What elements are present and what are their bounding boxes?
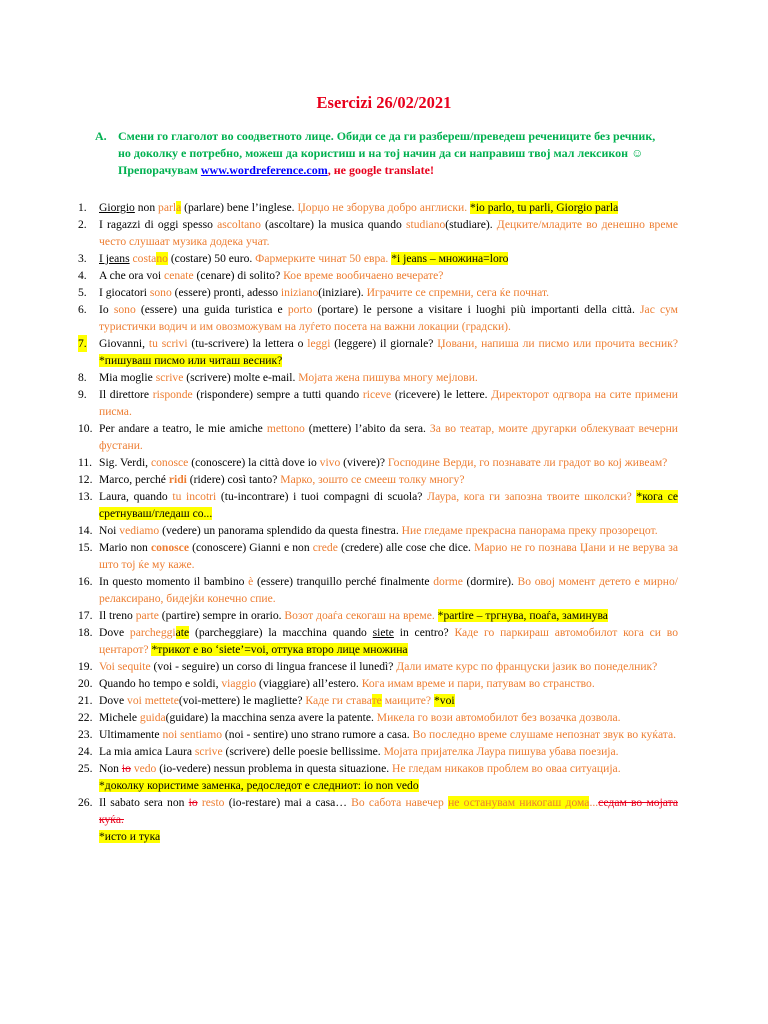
exercise-text-segment: crede — [312, 541, 338, 554]
exercise-text-segment: Марко, зошто се смееш толку многу? — [280, 473, 465, 486]
instruction-body — [118, 128, 665, 179]
exercise-item — [78, 335, 678, 369]
exercise-text-segment: io — [188, 796, 198, 809]
exercise-text-segment: Marco, perché — [99, 473, 169, 486]
exercise-text-segment: Мојата пријателка Лаура пишува убава поезија. — [383, 745, 619, 758]
exercise-number: 23. — [78, 728, 93, 741]
exercise-item — [78, 726, 678, 743]
exercise-text-segment: *partire – тргнува, поаѓа, заминува — [437, 609, 608, 622]
exercise-text-segment: vedo — [133, 762, 157, 775]
exercise-number: 7. — [78, 337, 87, 350]
exercise-text-segment: Noi — [99, 524, 120, 537]
exercise-text-segment: vediamo — [119, 524, 160, 537]
exercise-number: 12. — [78, 473, 93, 486]
exercise-text-segment: porto — [287, 303, 313, 316]
exercise-item — [78, 692, 678, 709]
exercise-text-segment: ascoltano — [217, 218, 261, 231]
instruction-block — [95, 128, 665, 179]
exercise-text-segment: iniziano — [280, 286, 319, 299]
exercise-text-segment: седам во мојата куќа. — [99, 796, 679, 826]
exercise-text-segment: (viaggiare) all’estero. — [256, 677, 362, 690]
exercise-item — [78, 539, 678, 573]
exercise-text-segment: (leggere) il giornale? — [330, 337, 438, 350]
exercise-text-segment: (costare) 50 euro. — [167, 252, 256, 265]
exercise-text-segment: Играчите се спремни, сега ќе почнат. — [366, 286, 550, 299]
exercise-text-segment: Michele — [99, 711, 140, 724]
exercise-text-segment: scrive — [194, 745, 223, 758]
exercise-text-segment: La mia amica Laura — [99, 745, 195, 758]
exercise-text-segment: Директорот одгвора на сите примени писма. — [99, 388, 679, 418]
exercise-text-segment: *доколку користиме заменка, редоследот е следниот: io non vedo — [99, 779, 419, 792]
exercise-text-segment: resto — [201, 796, 225, 809]
exercise-number: 18. — [78, 626, 93, 639]
exercise-text-segment: Децките/младите во денешно време често слушаат музика додека учат. — [99, 218, 678, 248]
exercise-text-segment: не останувам никогаш дома — [448, 796, 590, 809]
exercise-item — [78, 624, 678, 658]
exercise-item — [78, 454, 678, 471]
exercise-text-segment: no — [156, 252, 168, 265]
exercise-text-segment: I jeans — [99, 252, 130, 265]
exercise-text-segment: (vivere)? — [340, 456, 388, 469]
exercise-number: 4. — [78, 269, 87, 282]
instruction-marker: A. — [95, 129, 107, 143]
exercise-text-segment: (voi - seguire) un corso di lingua francese il lunedì? — [150, 660, 397, 673]
exercise-item — [78, 658, 678, 675]
exercise-text-segment: I giocatori — [99, 286, 150, 299]
exercise-text-segment: I ragazzi di oggi spesso — [99, 218, 218, 231]
exercise-item — [78, 522, 678, 539]
exercise-text-segment: viaggio — [221, 677, 257, 690]
exercise-text-segment: (io-vedere) nessun problema in questa situazione. — [156, 762, 393, 775]
exercise-text-segment: a — [176, 201, 182, 214]
exercise-text-segment: studiano — [406, 218, 446, 231]
instruction-suffix: , не google translate! — [327, 163, 434, 177]
exercise-text-segment: sono — [113, 303, 136, 316]
exercise-text-segment: (conoscere) Gianni e non — [188, 541, 313, 554]
exercise-text-segment: (mettere) l’abito da sera. — [304, 422, 430, 435]
exercise-text-segment: Џовани, напиша ли писмо или прочита весник? — [437, 337, 678, 350]
exercise-number: 25. — [78, 762, 93, 775]
exercise-text-segment: (scrivere) delle poesie bellissime. — [222, 745, 384, 758]
exercise-number: 9. — [78, 388, 87, 401]
exercise-text-segment: *i jeans – множина=loro — [391, 252, 509, 265]
exercise-text-segment: (dormire). — [462, 575, 518, 588]
exercise-text-segment: riceve — [362, 388, 392, 401]
exercise-text-segment: Џорџо не зборува добро англиски. — [297, 201, 471, 214]
exercise-text-segment: Кое време вообичаено вечерате? — [283, 269, 444, 282]
exercise-text-segment: guida — [139, 711, 166, 724]
exercise-text-segment: (voi-mettere) le magliette? — [178, 694, 306, 707]
exercise-text-segment: dorme — [433, 575, 463, 588]
exercise-item — [78, 488, 678, 522]
exercise-text-segment: vivo — [319, 456, 341, 469]
exercise-text-segment: Марио не го познава Џани и не верува за што тој ќе му каже. — [99, 541, 678, 571]
exercise-text-segment: ridi — [168, 473, 187, 486]
exercise-text-segment: *io parlo, tu parli, Giorgio parla — [470, 201, 619, 214]
exercise-text-segment: (ridere) così tanto? — [186, 473, 281, 486]
exercise-text-segment: (essere) pronti, adesso — [171, 286, 281, 299]
exercise-item — [78, 369, 678, 386]
exercise-text-segment: Ultimamente — [99, 728, 163, 741]
exercise-text-segment: (essere) una guida turistica e — [135, 303, 288, 316]
exercise-text-segment: costa — [132, 252, 157, 265]
exercise-item — [78, 267, 678, 284]
exercise-item — [78, 199, 678, 216]
exercise-text-segment: (conoscere) la città dove io — [188, 456, 320, 469]
instruction-text: Смени го глаголот во соодветното лице. Обиди се да ги разбереш/преведеш речениците без речник, но доколку е потребно, можеш да користиш и на тој начин да си направиш твој мал лексикон ☺ Препорачувам — [118, 129, 656, 177]
exercise-text-segment: Il treno — [99, 609, 136, 622]
exercise-text-segment: те — [371, 694, 382, 707]
exercise-text-segment: (parlare) bene l’inglese. — [181, 201, 298, 214]
exercise-number: 3. — [78, 252, 87, 265]
exercise-text-segment: (tu-incontrare) i tuoi compagni di scuola? — [216, 490, 428, 503]
exercise-text-segment: (ascoltare) la musica quando — [260, 218, 406, 231]
exercise-number: 8. — [78, 371, 87, 384]
exercise-item — [78, 386, 678, 420]
exercise-text-segment: io — [121, 762, 131, 775]
exercise-text-segment: (tu-scrivere) la lettera o — [187, 337, 308, 350]
exercise-text-segment: parte — [135, 609, 159, 622]
exercise-text-segment: Per andare a teatro, le mie amiche — [99, 422, 267, 435]
exercise-text-segment: noi sentiamo — [162, 728, 223, 741]
exercise-list — [78, 199, 678, 845]
exercise-text-segment: Каде ги става — [305, 694, 372, 707]
exercise-text-segment: (studiare). — [445, 218, 497, 231]
exercise-text-segment: Io — [99, 303, 114, 316]
exercise-text-segment: in centro? — [393, 626, 455, 639]
exercise-text-segment: (partire) sempre in orario. — [158, 609, 285, 622]
exercise-text-segment: Il direttore — [99, 388, 153, 401]
exercise-text-segment: cenate — [164, 269, 194, 282]
exercise-text-segment: Non — [99, 762, 122, 775]
exercise-text-segment: Sig. Verdi, — [99, 456, 151, 469]
exercise-text-segment: (parcheggiare) la macchina quando — [189, 626, 373, 639]
exercise-text-segment: Во последно време слушаме непознат звук во куќата. — [412, 728, 677, 741]
exercise-number: 13. — [78, 490, 93, 503]
exercise-item — [78, 760, 678, 794]
exercise-text-segment: (rispondere) sempre a tutti quando — [192, 388, 363, 401]
exercise-text-segment: Ние гледаме прекрасна панорама преку прозорецот. — [401, 524, 658, 537]
wordreference-link[interactable]: www.wordreference.com — [200, 163, 328, 177]
exercise-number: 6. — [78, 303, 87, 316]
exercise-text-segment: Mia moglie — [99, 371, 156, 384]
exercise-text-segment: *исто и тука — [99, 830, 161, 843]
exercise-text-segment: *пишуваш писмо или читаш весник? — [99, 354, 283, 367]
exercise-text-segment: tu scrivi — [148, 337, 188, 350]
exercise-item — [78, 250, 678, 267]
page-title: Esercizi 26/02/2021 — [316, 93, 452, 112]
exercise-item — [78, 573, 678, 607]
exercise-text-segment: (portare) le persone a visitare i luoghi più importanti della città. — [312, 303, 641, 316]
exercise-text-segment: *voi — [433, 694, 455, 707]
exercise-number: 5. — [78, 286, 87, 299]
exercise-text-segment: (ricevere) le lettere. — [391, 388, 492, 401]
exercise-text-segment: (io-restare) mai a casa… — [224, 796, 352, 809]
exercise-text-segment: Dove — [99, 694, 128, 707]
exercise-text-segment: voi mettete — [127, 694, 179, 707]
exercise-text-segment: conosce — [150, 541, 189, 554]
exercise-number: 16. — [78, 575, 93, 588]
exercise-text-segment: Јас сум туристички водич и им овозможувам на луѓето посета на важни локации (градски). — [99, 303, 678, 333]
exercise-text-segment: Voi sequite — [99, 660, 151, 673]
exercise-text-segment: (vedere) un panorama splendido da questa finestra. — [159, 524, 402, 537]
exercise-text-segment: Каде го паркираш автомобилот кога си во центарот? — [99, 626, 679, 656]
exercise-text-segment: ate — [175, 626, 190, 639]
exercise-number: 26. — [78, 796, 93, 809]
exercise-text-segment: Дали имате курс по француски јазик во понеделник? — [396, 660, 658, 673]
exercise-text-segment: (credere) alle cose che dice. — [337, 541, 475, 554]
exercise-number: 22. — [78, 711, 93, 724]
exercise-text-segment: A che ora voi — [99, 269, 165, 282]
exercise-text-segment: risponde — [152, 388, 193, 401]
exercise-text-segment: non — [134, 201, 159, 214]
exercise-text-segment: Господине Верди, го познавате ли градот во кој живеам? — [387, 456, 668, 469]
exercise-text-segment: маиците? — [381, 694, 434, 707]
exercise-text-segment: ... — [589, 796, 599, 809]
exercise-item — [78, 216, 678, 250]
exercise-text-segment: Dove — [99, 626, 130, 639]
exercise-text-segment: In questo momento il bambino — [99, 575, 249, 588]
exercise-item — [78, 420, 678, 454]
exercise-item — [78, 743, 678, 760]
exercise-number: 10. — [78, 422, 93, 435]
exercise-text-segment: Il sabato sera non — [99, 796, 189, 809]
exercise-text-segment: (noi - sentire) uno strano rumore a casa. — [222, 728, 413, 741]
exercise-text-segment: mettono — [266, 422, 305, 435]
exercise-item — [78, 709, 678, 726]
exercise-text-segment: parcheggi — [129, 626, 176, 639]
exercise-text-segment: (guidare) la macchina senza avere la patente. — [165, 711, 377, 724]
exercise-text-segment: conosce — [150, 456, 189, 469]
exercise-number: 20. — [78, 677, 93, 690]
exercise-number: 21. — [78, 694, 93, 707]
exercise-item — [78, 794, 678, 845]
exercise-text-segment: sono — [149, 286, 172, 299]
exercise-number: 15. — [78, 541, 93, 554]
exercise-text-segment: (scrivere) molte e-mail. — [183, 371, 299, 384]
exercise-number: 24. — [78, 745, 93, 758]
exercise-number: 1. — [78, 201, 87, 214]
exercise-text-segment: tu incotri — [172, 490, 217, 503]
exercise-text-segment: За во театар, моите другарки облекуваат вечерни фустани. — [99, 422, 678, 452]
exercise-text-segment: parl — [158, 201, 177, 214]
exercise-number: 2. — [78, 218, 87, 231]
exercise-text-segment: siete — [372, 626, 394, 639]
exercise-text-segment: Giovanni, — [99, 337, 149, 350]
exercise-text-segment: Микела го вози автомобилот без возачка дозвола. — [376, 711, 621, 724]
exercise-text-segment: Giorgio — [99, 201, 135, 214]
exercise-text-segment: è — [248, 575, 254, 588]
exercise-text-segment: Кога имам време и пари, патувам во странство. — [361, 677, 595, 690]
exercise-text-segment: (iniziare). — [318, 286, 367, 299]
exercise-text-segment: Лаура, кога ги запозна твоите школски? — [427, 490, 637, 503]
exercise-text-segment: Laura, quando — [99, 490, 173, 503]
exercise-text-segment: Не гледам никаков проблем во оваа ситуација. — [392, 762, 621, 775]
exercise-item — [78, 301, 678, 335]
exercise-text-segment: Мојата жена пишува многу мејлови. — [298, 371, 478, 384]
exercise-item — [78, 284, 678, 301]
exercise-text-segment: Mario non — [99, 541, 151, 554]
exercise-text-segment: scrive — [155, 371, 184, 384]
exercise-number: 17. — [78, 609, 93, 622]
exercise-item — [78, 675, 678, 692]
exercise-text-segment: (cenare) di solito? — [193, 269, 284, 282]
exercise-text-segment: leggi — [307, 337, 331, 350]
exercise-text-segment: *кога се сретнуваш/гледаш со... — [99, 490, 679, 520]
exercise-item — [78, 471, 678, 488]
exercise-text-segment: *трикот е во ‘siete’=voi, оттука второ лице множина — [151, 643, 408, 656]
exercise-number: 19. — [78, 660, 93, 673]
exercise-text-segment: Фармерките чинат 50 евра. — [255, 252, 392, 265]
exercise-text-segment: Во сабота навечер — [351, 796, 449, 809]
exercise-text-segment: Во овој момент детето е мирно/релаксирано, бидејќи конечно спие. — [99, 575, 678, 605]
exercise-number: 14. — [78, 524, 93, 537]
exercise-text-segment: (essere) tranquillo perché finalmente — [253, 575, 434, 588]
exercise-number: 11. — [78, 456, 93, 469]
exercise-text-segment: Quando ho tempo e soldi, — [99, 677, 222, 690]
exercise-text-segment: Возот доаѓа секогаш на време. — [284, 609, 438, 622]
exercise-item — [78, 607, 678, 624]
